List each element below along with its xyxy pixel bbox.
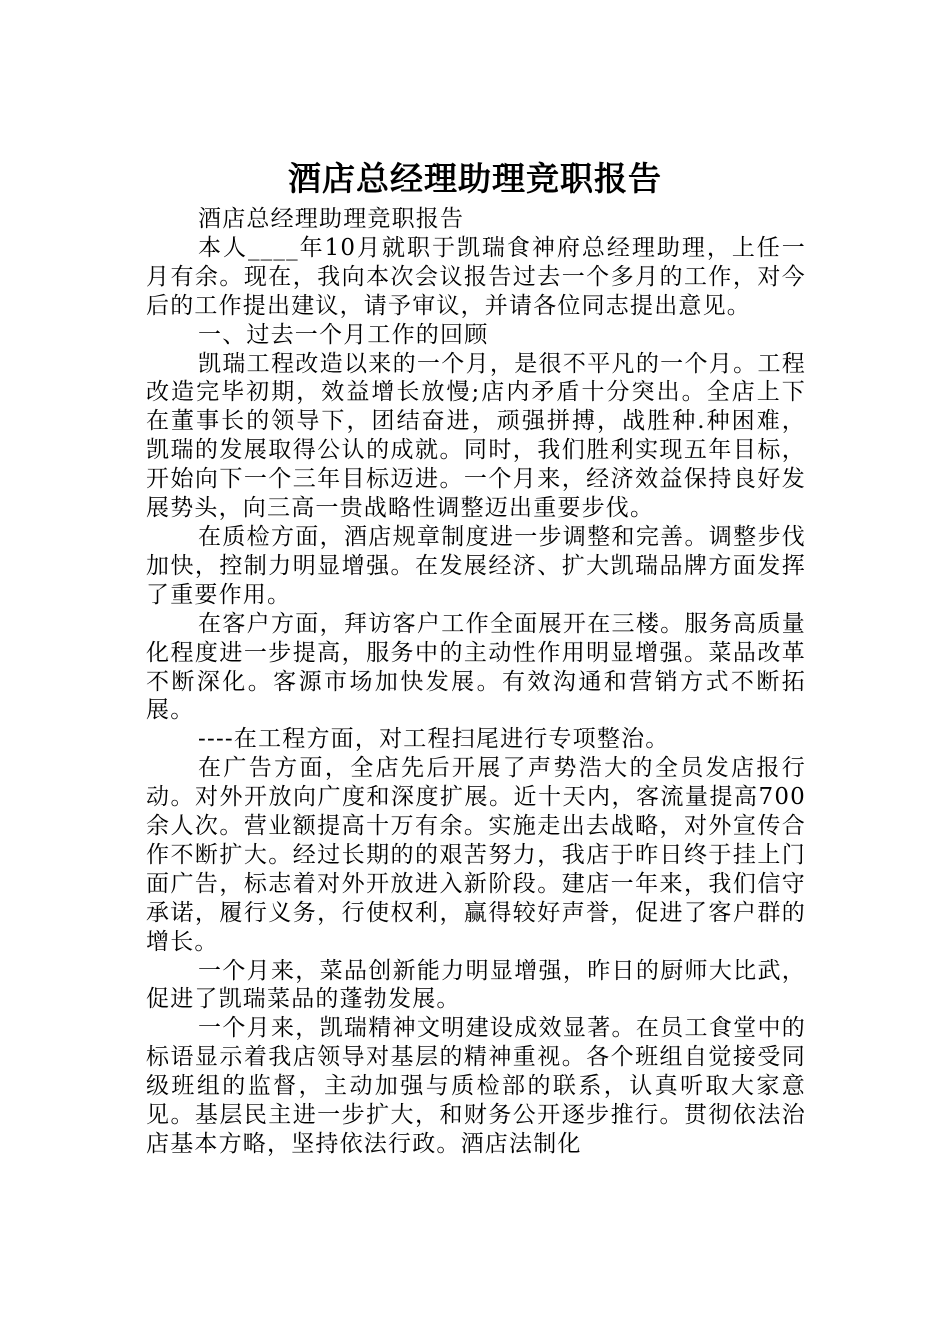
quality-paragraph: 在质检方面，酒店规章制度进一步调整和完善。调整步伐加快，控制力明显增强。在发展经济、扩大凯瑞品牌方面发挥了重要作用。 [146,523,806,608]
document-body [146,205,806,1159]
advertising-paragraph: 在广告方面，全店先后开展了声势浩大的全员发店报行动。对外开放向广度和深度扩展。近十天内，客流量提高700余人次。营业额提高十万有余。实施走出去战略，对外宣传合作不断扩大。经过长期的的艰苦努力，我店于昨日终于挂上门面广告，标志着对外开放进入新阶段。建店一年来，我们信守承诺，履行义务，行使权利，赢得较好声誉，促进了客户群的增长。 [146,755,806,955]
document-title: 酒店总经理助理竞职报告 [288,159,662,199]
dishes-paragraph: 一个月来，菜品创新能力明显增强，昨日的厨师大比武，促进了凯瑞菜品的蓬勃发展。 [146,957,806,1013]
customer-paragraph: 在客户方面，拜访客户工作全面展开在三楼。服务高质量化程度进一步提高，服务中的主动性作用明显增强。菜品改革不断深化。客源市场加快发展。有效沟通和营销方式不断拓展。 [146,610,806,724]
review-paragraph: 凯瑞工程改造以来的一个月，是很不平凡的一个月。工程改造完毕初期，效益增长放慢;店内矛盾十分突出。全店上下在董事长的领导下，团结奋进，顽强拼搏，战胜种.种困难，凯瑞的发展取得公认的成就。同时，我们胜利实现五年目标，开始向下一个三年目标迈进。一个月来，经济效益保持良好发展势头，向三高一贵战略性调整迈出重要步伐。 [146,350,806,522]
culture-paragraph: 一个月来，凯瑞精神文明建设成效显著。在员工食堂中的标语显示着我店领导对基层的精神重视。各个班组自觉接受同级班组的监督，主动加强与质检部的联系，认真听取大家意见。基层民主进一步扩大，和财务公开逐步推行。贯彻依法治店基本方略，坚持依法行政。酒店法制化 [146,1015,806,1157]
engineering-paragraph: ----在工程方面，对工程扫尾进行专项整治。 [198,726,670,753]
section-heading: 一、过去一个月工作的回顾 [198,321,489,348]
intro-paragraph: 本人____年10月就职于凯瑞食神府总经理助理，上任一月有余。现在，我向本次会议报告过去一个多月的工作，对今后的工作提出建议，请予审议，并请各位同志提出意见。 [146,234,806,319]
subtitle-paragraph: 酒店总经理助理竞职报告 [198,206,465,232]
